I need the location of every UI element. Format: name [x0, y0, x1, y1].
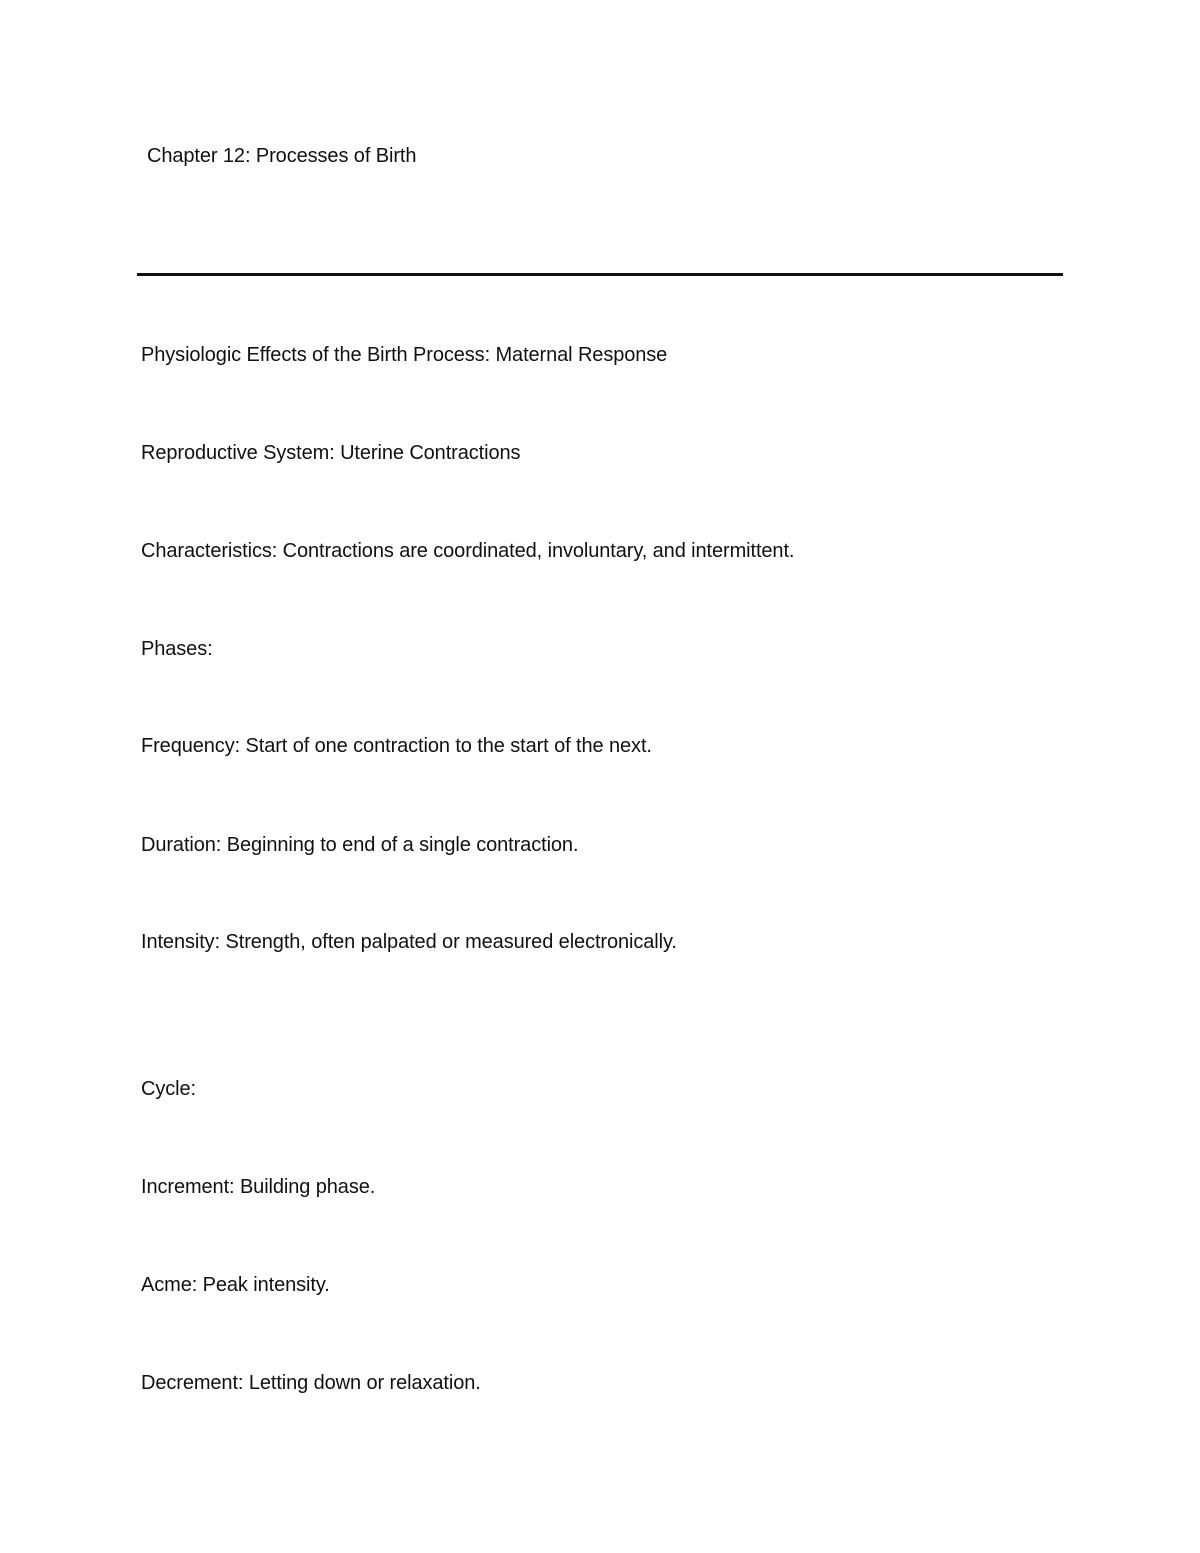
text-line-acme: Acme: Peak intensity.	[141, 1274, 330, 1296]
text-line-cycle: Cycle:	[141, 1078, 196, 1100]
text-line-reproductive-system: Reproductive System: Uterine Contractions	[141, 442, 521, 464]
chapter-title: Chapter 12: Processes of Birth	[147, 145, 417, 167]
horizontal-rule	[137, 273, 1063, 276]
text-line-increment: Increment: Building phase.	[141, 1176, 376, 1198]
text-line-frequency: Frequency: Start of one contraction to the start of the next.	[141, 735, 652, 757]
text-line-phases: Phases:	[141, 638, 213, 660]
text-line-duration: Duration: Beginning to end of a single contraction.	[141, 834, 579, 856]
text-line-maternal-response: Physiologic Effects of the Birth Process: Maternal Response	[141, 344, 668, 366]
text-line-intensity: Intensity: Strength, often palpated or measured electronically.	[141, 931, 677, 953]
text-line-characteristics: Characteristics: Contractions are coordinated, involuntary, and intermittent.	[141, 540, 795, 562]
text-line-decrement: Decrement: Letting down or relaxation.	[141, 1372, 481, 1394]
